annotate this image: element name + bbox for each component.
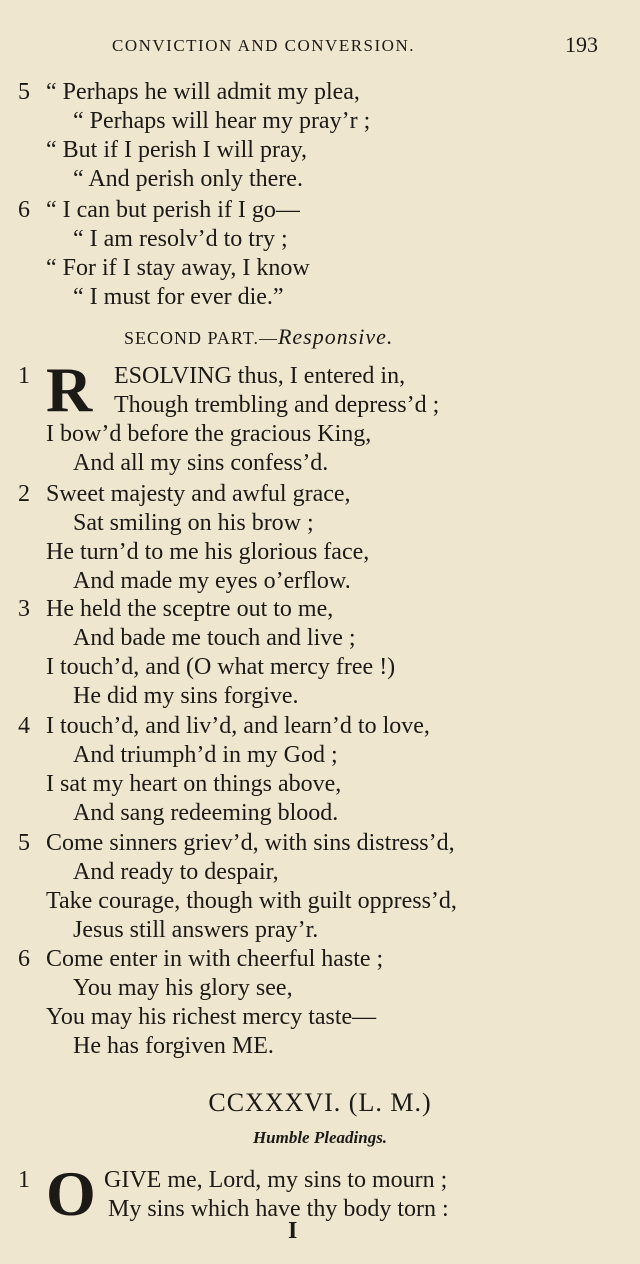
stanza-second-2 bbox=[18, 480, 618, 596]
verse-line: I touch’d, and (O what mercy free !) bbox=[46, 654, 396, 680]
verse-line: “ Perhaps he will admit my plea, bbox=[46, 79, 360, 105]
stanza-number: 6 bbox=[18, 946, 30, 972]
verse-line: And triumph’d in my God ; bbox=[73, 742, 338, 768]
stanza-second-1 bbox=[18, 354, 618, 478]
verse-line: “ And perish only there. bbox=[73, 166, 303, 192]
verse-line: And all my sins confess’d. bbox=[73, 450, 329, 476]
stanza-number: 5 bbox=[18, 79, 30, 105]
stanza-number: 1 bbox=[18, 1167, 30, 1193]
verse-line: I bow’d before the gracious King, bbox=[46, 421, 372, 447]
verse-line: “ But if I perish I will pray, bbox=[46, 137, 308, 163]
verse-line: And ready to despair, bbox=[73, 859, 279, 885]
verse-line: And sang redeeming blood. bbox=[73, 800, 339, 826]
stanza-number: 3 bbox=[18, 596, 30, 622]
stanza-first-5 bbox=[18, 78, 618, 194]
page-header bbox=[112, 32, 612, 60]
verse-line: And bade me touch and live ; bbox=[73, 625, 356, 651]
verse-line: Sweet majesty and awful grace, bbox=[46, 481, 351, 507]
heading-italic: Responsive. bbox=[277, 324, 394, 349]
stanza-second-6 bbox=[18, 945, 618, 1061]
stanza-number: 4 bbox=[18, 713, 30, 739]
verse-line: You may his richest mercy taste— bbox=[46, 1004, 377, 1030]
verse-line: GIVE me, Lord, my sins to mourn ; bbox=[104, 1167, 448, 1193]
verse-line: And made my eyes o’erflow. bbox=[73, 568, 351, 594]
verse-line: He turn’d to me his glorious face, bbox=[46, 539, 370, 565]
running-title: CONVICTION AND CONVERSION. bbox=[112, 36, 415, 55]
drop-cap: O bbox=[46, 1158, 96, 1229]
verse-line: Though trembling and depress’d ; bbox=[114, 392, 440, 418]
verse-line: Sat smiling on his brow ; bbox=[73, 510, 314, 536]
stanza-first-6 bbox=[18, 196, 618, 312]
stanza-number: 6 bbox=[18, 197, 30, 223]
verse-line: ESOLVING thus, I entered in, bbox=[114, 363, 406, 389]
verse-line: Take courage, though with guilt oppress’d, bbox=[46, 888, 457, 914]
signature-mark: I bbox=[288, 1218, 298, 1244]
verse-line: He did my sins forgive. bbox=[73, 683, 299, 709]
small-caps-word: ME. bbox=[231, 1033, 274, 1059]
verse-line: Come enter in with cheerful haste ; bbox=[46, 946, 384, 972]
verse-line: My sins which have thy body torn : bbox=[108, 1196, 449, 1222]
verse-line: “ I can but perish if I go— bbox=[46, 197, 300, 223]
stanza-next-1 bbox=[18, 1158, 618, 1229]
heading-caps: SECOND PART.— bbox=[124, 328, 278, 348]
hymn-subtitle: Humble Pleadings. bbox=[252, 1128, 388, 1147]
verse-line: Come sinners griev’d, with sins distress’d, bbox=[46, 830, 455, 856]
verse-line: “ I must for ever die.” bbox=[73, 284, 284, 310]
stanza-number: 5 bbox=[18, 830, 30, 856]
stanza-number: 2 bbox=[18, 481, 30, 507]
verse-line: He has forgiven bbox=[73, 1033, 226, 1059]
second-part-heading bbox=[124, 324, 393, 350]
stanza-number: 1 bbox=[18, 363, 30, 389]
page-number: 193 bbox=[565, 32, 598, 57]
verse-line: I sat my heart on things above, bbox=[46, 771, 342, 797]
stanza-second-5 bbox=[18, 829, 618, 945]
verse-line: I touch’d, and liv’d, and learn’d to love, bbox=[46, 713, 430, 739]
drop-cap: R bbox=[46, 354, 93, 425]
hymn-title: CCXXXVI. (L. M.) bbox=[208, 1088, 432, 1117]
verse-line: You may his glory see, bbox=[73, 975, 293, 1001]
verse-line: “ I am resolv’d to try ; bbox=[73, 226, 288, 252]
verse-line: Jesus still answers pray’r. bbox=[73, 917, 319, 943]
stanza-second-3 bbox=[18, 595, 618, 711]
verse-line: “ For if I stay away, I know bbox=[46, 255, 310, 281]
verse-line: He held the sceptre out to me, bbox=[46, 596, 334, 622]
verse-line: “ Perhaps will hear my pray’r ; bbox=[73, 108, 371, 134]
stanza-second-4 bbox=[18, 712, 618, 828]
